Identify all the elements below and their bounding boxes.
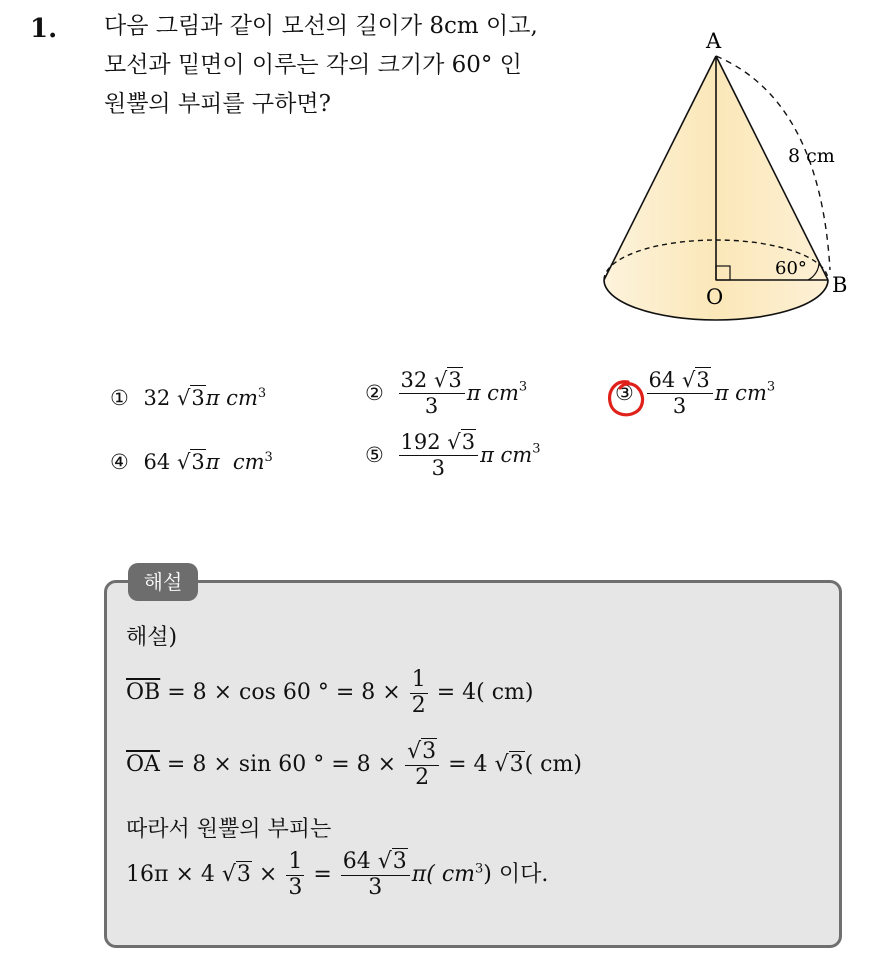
solution-tab: 해설	[128, 563, 198, 601]
choice-1[interactable]: ① 32 √3π $cm^3$	[110, 386, 267, 410]
final-tail: π( cm	[411, 862, 475, 887]
final-eq: =	[306, 862, 339, 887]
choice-5-tail: π cm	[480, 443, 533, 467]
choice-1-exp: 3	[257, 386, 267, 401]
question-line-3: 원뿔의 부피를 구하면?	[104, 91, 331, 117]
oa-frac-num-root: 3	[422, 739, 437, 764]
angle-label: 60°	[775, 258, 807, 279]
choice-4[interactable]: ④ 64 √3π $cm^3$	[110, 450, 273, 474]
label-a: A	[706, 29, 722, 53]
final-exp: 3	[475, 861, 484, 877]
final-frac-num: 1	[288, 849, 303, 874]
ob-frac-num: 1	[411, 667, 426, 692]
question-number: 1.	[30, 14, 58, 44]
choice-1-mark: ①	[110, 386, 129, 410]
final-num-coef: 64	[342, 849, 378, 874]
choice-3-den: 3	[672, 394, 687, 418]
final-times: ×	[251, 862, 285, 887]
choice-5[interactable]: ⑤ $\frac{192 √3}{3}$ π $cm^3$	[365, 430, 541, 480]
segment-ob: $\overline{OB}$	[126, 680, 161, 705]
choice-1-root: 3	[191, 386, 205, 410]
choice-3-exp: 3	[766, 379, 776, 395]
solution-conclusion: 따라서 원뿔의 부피는	[126, 817, 332, 842]
label-b: B	[832, 273, 848, 297]
choice-5-root: 3	[461, 430, 476, 454]
choice-2-den: 3	[424, 394, 439, 418]
selected-answer-mark	[604, 376, 650, 422]
oa-rhs-root: 3	[509, 752, 524, 777]
ob-frac-den: 2	[411, 693, 426, 718]
solution-final-line: 16π × 4 √3 × $\frac{1}{3}$ = $\frac{64 √3}{3}$ π( $cm^3$) 이다.	[126, 849, 549, 900]
oa-frac-den: 2	[415, 765, 430, 790]
choice-3-mark: ③	[615, 381, 634, 405]
choice-4-root: 3	[191, 450, 205, 474]
question-line-2: 모선과 밑면이 이루는 각의 크기가 60° 인	[104, 52, 522, 78]
choice-4-coef: 64	[143, 450, 171, 474]
choice-5-mark: ⑤	[365, 443, 384, 467]
label-o: O	[706, 285, 724, 309]
oa-rhs-pre: = 4	[441, 752, 495, 777]
choice-2-exp: 3	[518, 379, 528, 395]
choice-2-mark: ②	[365, 381, 384, 405]
choice-3-num-coef: 64	[648, 368, 676, 392]
length-label: 8 cm	[788, 145, 835, 167]
choice-5-num-coef: 192	[400, 430, 441, 454]
choice-4-tail: π cm	[205, 450, 265, 474]
question-line-1: 다음 그림과 같이 모선의 길이가 8cm 이고,	[104, 13, 538, 39]
segment-oa: $\overline{OA}$	[126, 752, 160, 777]
solution-ob-line	[126, 668, 533, 718]
solution-oa-line: $\overline{OA} = 8 \times \sin 60$ ° = 8 × $\frac{√3}{2}$ = 4 √3( cm)	[126, 739, 582, 790]
oa-lhs: = 8 × sin 60 ° = 8 ×	[159, 752, 404, 777]
choice-5-den: 3	[431, 456, 445, 480]
oa-rhs-post: ( cm)	[524, 752, 582, 777]
choice-1-tail: π cm	[205, 386, 258, 410]
final-root: 3	[236, 862, 251, 887]
ob-lhs: = 8 × cos 60 ° = 8 ×	[160, 680, 408, 705]
final-end: ) 이다.	[483, 862, 549, 887]
final-den: 3	[368, 875, 383, 900]
choice-5-exp: 3	[532, 441, 541, 457]
choice-2-root: 3	[448, 368, 462, 392]
choice-3-tail: π cm	[714, 381, 767, 405]
choice-3[interactable]: ③ $\frac{64 √3}{3}$ π $cm^3$	[615, 368, 776, 418]
final-pre: 16π × 4	[126, 862, 222, 887]
choice-1-coef: 32	[143, 386, 171, 410]
choice-4-exp: 3	[264, 450, 273, 465]
choice-2-tail: π cm	[466, 381, 519, 405]
choice-2-num-coef: 32	[400, 368, 428, 392]
final-frac-den: 3	[288, 875, 303, 900]
choice-3-root: 3	[696, 368, 710, 392]
final-num-root: 3	[392, 849, 407, 874]
cone-figure	[590, 20, 860, 330]
choice-4-mark: ④	[110, 450, 129, 474]
solution-heading: 해설)	[126, 625, 178, 650]
choice-2[interactable]: ② $\frac{32 √3}{3}$ π $cm^3$	[365, 368, 528, 418]
ob-rhs: = 4( cm)	[429, 680, 534, 705]
